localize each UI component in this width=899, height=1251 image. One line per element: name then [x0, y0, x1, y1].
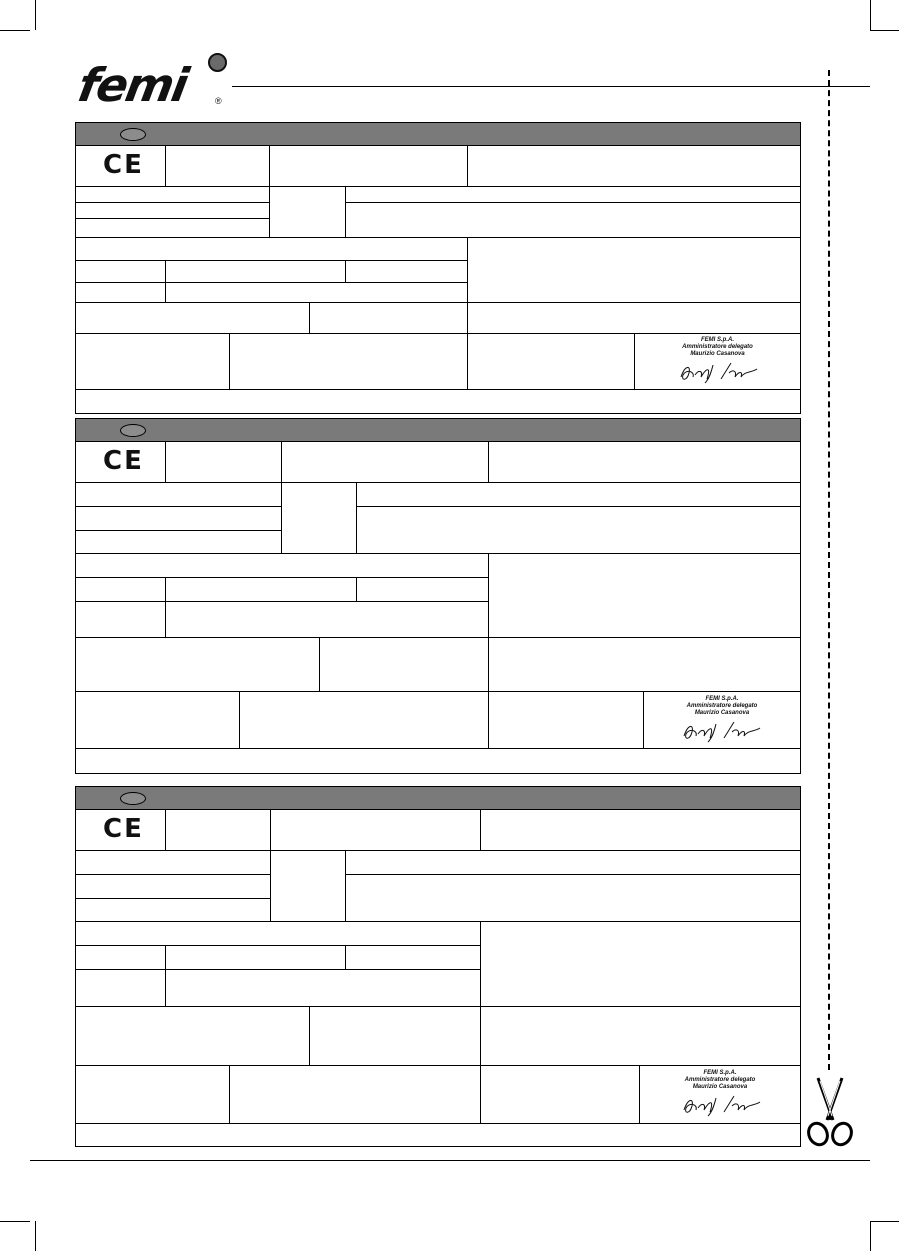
- form-cell: [269, 186, 346, 238]
- form-header: [75, 122, 801, 147]
- crop-mark: [0, 30, 30, 31]
- form-cell: [345, 850, 801, 875]
- form-cell: [75, 577, 166, 602]
- form-cell: [480, 1006, 801, 1066]
- ce-cell: [75, 145, 166, 187]
- form-cell: [75, 302, 310, 334]
- form-cell: [488, 691, 644, 749]
- form-cell: [75, 601, 166, 638]
- signature-block: [635, 337, 800, 358]
- signature-role: Amministratore delegato: [684, 1077, 756, 1083]
- registered-mark: ®: [215, 96, 222, 106]
- form-cell: [165, 601, 489, 638]
- ce-mark: CE: [103, 814, 144, 844]
- form-cell: [356, 577, 489, 602]
- form-cell: [165, 809, 271, 851]
- form-cell: [165, 441, 282, 483]
- header-rule: [232, 86, 870, 87]
- signature-cell: [643, 691, 801, 749]
- form-cell: [75, 530, 282, 554]
- language-badge: [120, 424, 146, 437]
- form-cell: [75, 850, 271, 875]
- form-header: [75, 418, 801, 443]
- form-cell: [270, 809, 481, 851]
- form-cell: [75, 1006, 310, 1066]
- form-cell: [467, 145, 801, 187]
- form-cell: [165, 969, 481, 1007]
- crop-mark: [870, 1221, 899, 1222]
- femi-logo: [75, 48, 235, 110]
- signature-role: Amministratore delegato: [682, 344, 753, 350]
- form-cell: [281, 441, 489, 483]
- language-badge: [120, 128, 146, 141]
- form-cell: [270, 850, 346, 922]
- form-footer-cell: [75, 389, 801, 414]
- logo-dot: [208, 53, 227, 72]
- form-cell: [165, 577, 357, 602]
- handwritten-signature: [680, 718, 764, 744]
- form-cell: [345, 186, 801, 203]
- form-cell: [309, 1006, 481, 1066]
- signature-company: FEMI S.p.A.: [703, 1070, 737, 1076]
- signature-cell: [639, 1065, 801, 1124]
- signature-name: Maurizio Casanova: [694, 710, 750, 716]
- form-cell: [480, 1065, 640, 1124]
- form-cell: [309, 302, 468, 334]
- signature-block: [640, 1070, 800, 1091]
- handwritten-signature: [677, 359, 761, 385]
- form-cell: [75, 482, 282, 507]
- form-cell: [488, 441, 801, 483]
- form-cell: [75, 637, 320, 692]
- form-cell: [345, 202, 801, 238]
- form-cell: [467, 237, 801, 303]
- form-cell: [467, 333, 635, 390]
- crop-mark: [870, 1221, 871, 1251]
- form-cell: [75, 202, 270, 219]
- form-cell: [229, 333, 468, 390]
- form-cell: [488, 553, 801, 638]
- form-cell: [75, 260, 166, 283]
- form-cell: [345, 874, 801, 922]
- signature-block: [644, 696, 800, 717]
- ce-mark: CE: [103, 150, 144, 180]
- form-cell: [480, 921, 801, 1007]
- ce-mark: CE: [103, 446, 144, 476]
- form-footer-cell: [75, 748, 801, 774]
- form-cell: [75, 186, 270, 203]
- form-cell: [269, 145, 468, 187]
- form-cell: [75, 237, 468, 261]
- declaration-form: [75, 122, 801, 414]
- signature-role: Amministratore delegato: [686, 703, 758, 709]
- form-cell: [75, 898, 271, 922]
- form-cell: [165, 145, 270, 187]
- ce-cell: [75, 809, 166, 851]
- form-cell: [75, 691, 240, 749]
- form-cell: [75, 553, 489, 578]
- form-cell: [75, 969, 166, 1007]
- form-header: [75, 786, 801, 811]
- footer-rule: [30, 1160, 870, 1161]
- form-cell: [165, 945, 346, 970]
- signature-name: Maurizio Casanova: [692, 1084, 748, 1090]
- crop-mark: [35, 0, 36, 30]
- form-cell: [75, 1065, 230, 1124]
- form-cell: [75, 282, 166, 303]
- form-cell: [356, 482, 801, 507]
- declaration-form: [75, 786, 801, 1147]
- form-cell: [467, 302, 801, 334]
- ce-cell: [75, 441, 166, 483]
- signature-company: FEMI S.p.A.: [701, 337, 734, 343]
- form-cell: [75, 333, 230, 390]
- signature-cell: [634, 333, 801, 390]
- form-cell: [165, 260, 346, 283]
- form-cell: [229, 1065, 481, 1124]
- signature-company: FEMI S.p.A.: [705, 696, 739, 702]
- form-cell: [239, 691, 489, 749]
- form-cell: [281, 482, 357, 554]
- handwritten-signature: [680, 1092, 764, 1118]
- cut-line: [828, 70, 830, 1070]
- form-cell: [356, 506, 801, 554]
- form-cell: [75, 945, 166, 970]
- language-badge: [120, 792, 146, 805]
- crop-mark: [0, 1221, 30, 1222]
- form-cell: [75, 874, 271, 899]
- logo-text: femi: [74, 58, 191, 112]
- form-cell: [75, 921, 481, 946]
- form-cell: [480, 809, 801, 851]
- crop-mark: [35, 1221, 36, 1251]
- form-cell: [75, 218, 270, 238]
- form-cell: [165, 282, 468, 303]
- form-cell: [345, 260, 468, 283]
- form-cell: [488, 637, 801, 692]
- form-cell: [319, 637, 489, 692]
- crop-mark: [870, 0, 871, 30]
- declaration-form: [75, 418, 801, 774]
- form-cell: [345, 945, 481, 970]
- scissors-icon: [806, 1076, 854, 1148]
- signature-name: Maurizio Casanova: [690, 351, 745, 357]
- crop-mark: [870, 30, 899, 31]
- form-footer-cell: [75, 1123, 801, 1147]
- form-cell: [75, 506, 282, 531]
